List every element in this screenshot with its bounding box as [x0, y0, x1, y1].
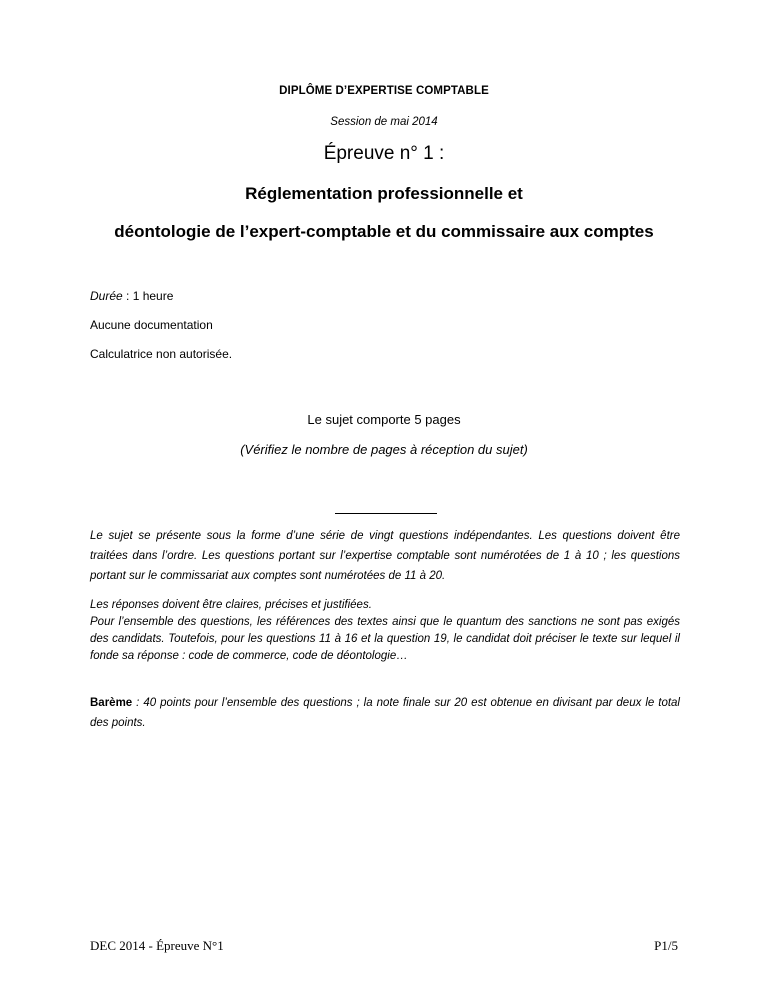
duration-line [90, 289, 173, 303]
verify-pages-note: (Vérifiez le nombre de pages à réception du sujet) [240, 442, 528, 457]
subject-title-line2: déontologie de l’expert-comptable et du commissaire aux comptes [114, 222, 654, 241]
bareme-label: Barème [90, 697, 133, 709]
duration-value: : 1 heure [122, 289, 174, 303]
epreuve-number: Épreuve n° 1 : [323, 143, 445, 164]
answers-line1: Les réponses doivent être claires, précises et justifiées. [90, 599, 372, 611]
calculator-line: Calculatrice non autorisée. [90, 347, 233, 361]
footer-title: DEC 2014 - Épreuve N°1 [90, 938, 224, 953]
subject-title-line1: Réglementation professionnelle et [245, 184, 523, 203]
answers-rest: Pour l’ensemble des questions, les références des textes ainsi que le quantum des sanctions ne sont pas exigés des candidats. Toutefois, pour les questions 11 à 16 et la question 19, le candidat doit préciser le texte sur lequel il fonde sa réponse : code de commerce, code de déontologie… [90, 616, 680, 662]
documentation-line: Aucune documentation [90, 318, 213, 332]
session-date: Session de mai 2014 [330, 116, 438, 128]
page-count: Le sujet comporte 5 pages [307, 412, 461, 427]
footer-page-number: P1/5 [654, 938, 678, 953]
bareme-text: : 40 points pour l’ensemble des questions ; la note finale sur 20 est obtenue en divisant par deux le total des points. [90, 697, 680, 729]
instructions-paragraph: Le sujet se présente sous la forme d’une série de vingt questions indépendantes. Les questions doivent être traitées dans l’ordre. Les questions portant sur l’expertise comptable sont numérotées de 1 à 10 ; les questions portant sur le commissariat aux comptes sont numérotées de 11 à 20. [90, 530, 680, 582]
separator-rule [335, 513, 437, 514]
diploma-title: DIPLÔME D’EXPERTISE COMPTABLE [279, 85, 489, 97]
duration-label: Durée [90, 289, 123, 303]
answers-paragraph [90, 597, 680, 665]
bareme-paragraph [90, 693, 680, 733]
